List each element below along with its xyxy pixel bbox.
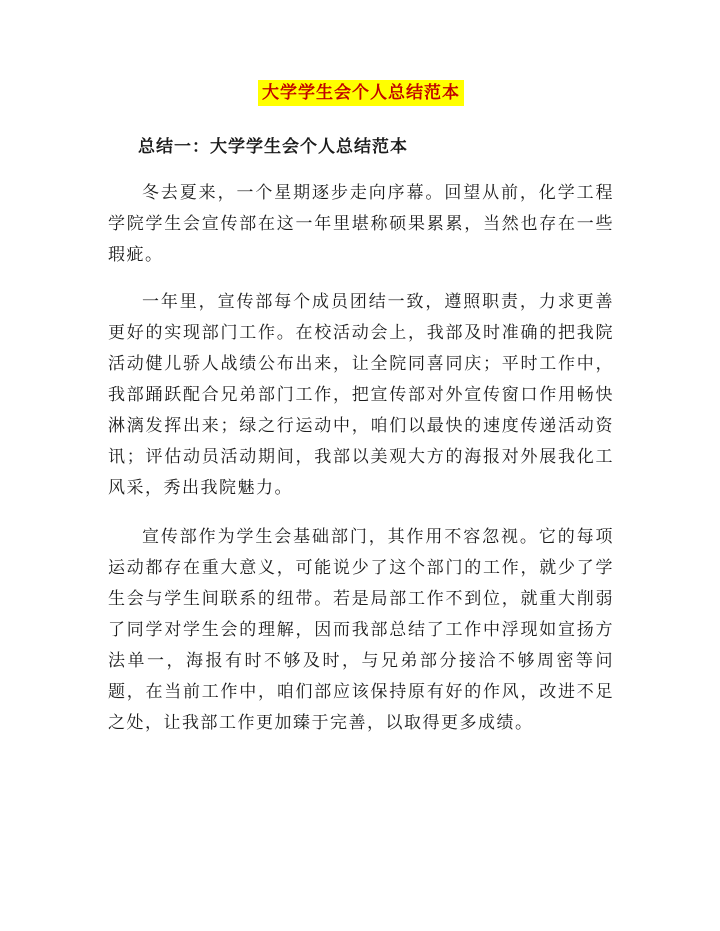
document-title: 大学学生会个人总结范本 bbox=[258, 80, 464, 106]
paragraph-1: 冬去夏来，一个星期逐步走向序幕。回望从前，化学工程学院学生会宣传部在这一年里堪称硕果累累，当然也存在一些瑕疵。 bbox=[108, 183, 614, 265]
title-row bbox=[108, 80, 614, 116]
paragraph-2: 一年里，宣传部每个成员团结一致，遵照职责，力求更善更好的实现部门工作。在校活动会上，我部及时准确的把我院活动健儿骄人战绩公布出来，让全院同喜同庆；平时工作中，我部踊跃配合兄弟部门工作，把宣传部对外宣传窗口作用畅快淋漓发挥出来；绿之行运动中，咱们以最快的速度传递活动资讯；评估动员活动期间，我部以美观大方的海报对外展我化工风采，秀出我院魅力。 bbox=[108, 292, 614, 498]
section-heading: 总结一：大学学生会个人总结范本 bbox=[138, 137, 408, 157]
paragraph-3: 宣传部作为学生会基础部门，其作用不容忽视。它的每项运动都存在重大意义，可能说少了这个部门的工作，就少了学生会与学生间联系的纽带。若是局部工作不到位，就重大削弱了同学对学生会的理解，因而我部总结了工作中浮现如宣扬方法单一，海报有时不够及时，与兄弟部分接洽不够周密等问题，在当前工作中，咱们部应该保持原有好的作风，改进不足之处，让我部工作更加臻于完善，以取得更多成绩。 bbox=[108, 527, 614, 733]
document-page bbox=[108, 80, 614, 739]
